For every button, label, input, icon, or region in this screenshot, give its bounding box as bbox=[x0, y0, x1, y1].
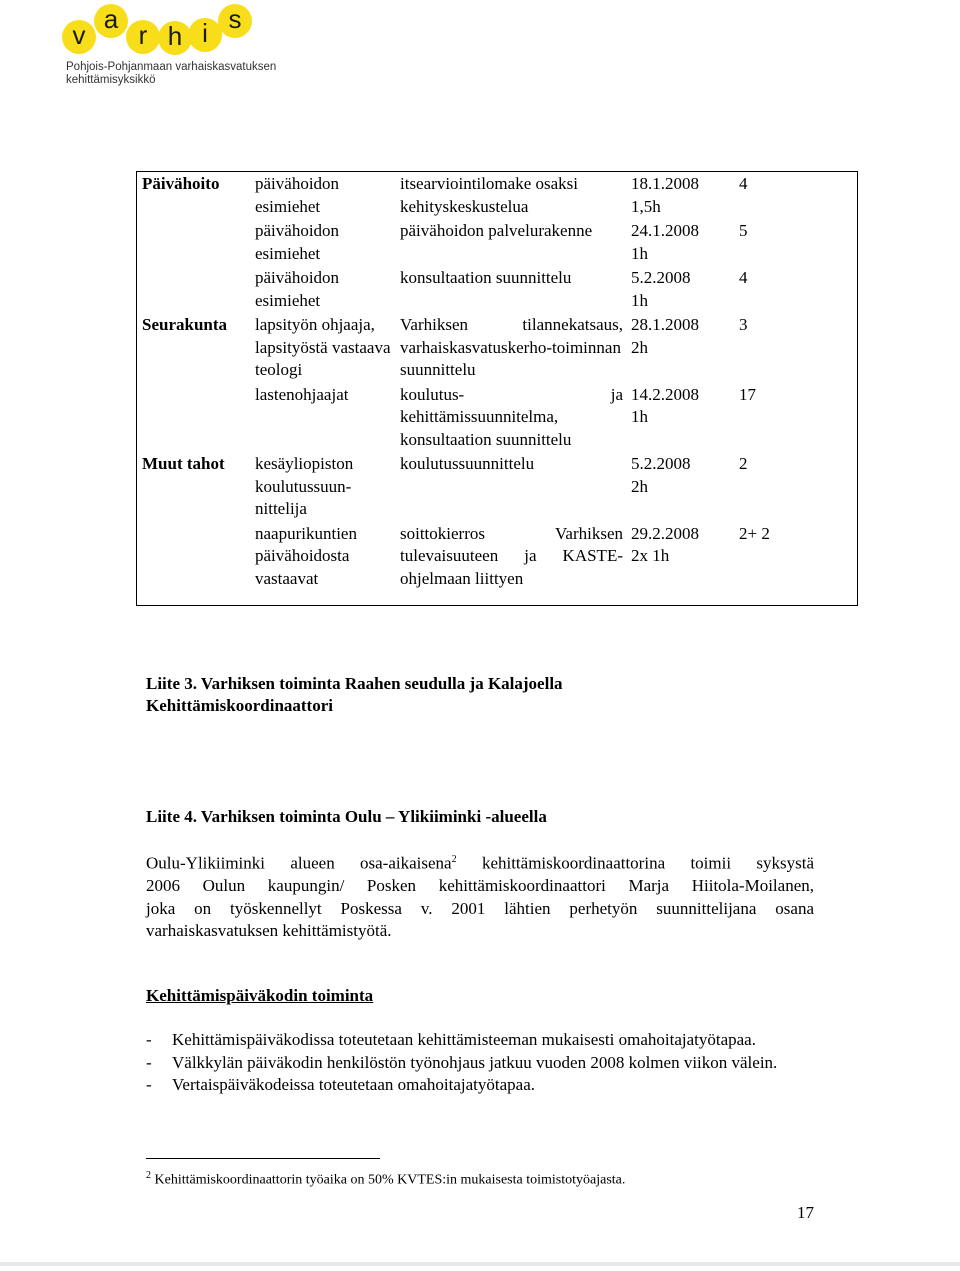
table-row bbox=[137, 522, 857, 592]
row-date: 24.1.2008 1h bbox=[631, 221, 699, 263]
table-row bbox=[137, 313, 857, 383]
paragraph-line: Oulu-Ylikiiminki alueen osa-aikaisena$^2$ kehittämiskoordinaattorina toimii syksystä bbox=[146, 853, 815, 873]
row-count: 17 bbox=[739, 384, 756, 404]
row-date: 29.2.2008 2x 1h bbox=[631, 523, 699, 565]
row-participants: päivähoidon esimiehet bbox=[255, 221, 340, 263]
paragraph-line: varhaiskasvatuksen kehittämistyötä. bbox=[146, 921, 392, 941]
row-date: 28.1.2008 2h bbox=[631, 315, 699, 357]
table-row bbox=[137, 266, 857, 313]
row-count: 2+ 2 bbox=[739, 523, 770, 543]
paragraph-line: 2006 Oulun kaupungin/ Posken kehittämiskoordinaattori Marja Hiitola-Moilanen, bbox=[146, 876, 814, 896]
table-row bbox=[137, 172, 857, 219]
liite4-heading: Liite 4. Varhiksen toiminta Oulu – Ylikiiminki -alueella bbox=[146, 807, 547, 826]
footnote-separator bbox=[146, 1158, 380, 1159]
table-row bbox=[137, 452, 857, 522]
kehittamis-heading: Kehittämispäiväkodin toiminta bbox=[146, 986, 374, 1005]
page-bottom-bar bbox=[0, 1262, 960, 1266]
row-topic: koulutussuunnittelu bbox=[400, 454, 535, 473]
liite3-subheading: Kehittämiskoordinaattori bbox=[146, 696, 333, 715]
kehittamis-list bbox=[146, 1029, 814, 1097]
row-group bbox=[137, 522, 254, 592]
row-count: 3 bbox=[739, 315, 748, 334]
logo-subtitle: Pohjois-Pohjanmaan varhaiskasvatuksen kehittämisyksikkö bbox=[66, 61, 277, 86]
row-topic: soittokierros Varhiksen tulevaisuuteen ja KASTE-ohjelmaan liittyen bbox=[400, 523, 623, 588]
list-item: - Välkkylän päiväkodin henkilöstön työnohjaus jatkuu vuoden 2008 kolmen viikon välein. bbox=[146, 1052, 778, 1072]
row-group bbox=[137, 383, 254, 453]
liite4-paragraph bbox=[146, 849, 814, 943]
row-group bbox=[137, 266, 254, 313]
liite3-heading: Liite 3. Varhiksen toiminta Raahen seudulla ja Kalajoella bbox=[146, 674, 563, 693]
varhis-logo bbox=[62, 4, 322, 84]
paragraph-line: joka on työskennellyt Poskessa v. 2001 lähtien perhetyön suunnittelijana osana bbox=[146, 898, 814, 918]
row-date: 14.2.2008 1h bbox=[631, 384, 699, 426]
logo-letter-s: s bbox=[218, 4, 252, 38]
row-count: 5 bbox=[739, 221, 748, 240]
logo-letter-a: a bbox=[94, 4, 128, 38]
row-topic: koulutus- ja kehittämissuunnitelma, konsultaation suunnittelu bbox=[400, 384, 623, 449]
list-item: - Vertaispäiväkodeissa toteutetaan omahoitajatyötapaa. bbox=[146, 1075, 536, 1094]
row-date: 5.2.2008 1h bbox=[631, 268, 691, 310]
list-item: - Kehittämispäiväkodissa toteutetaan kehittämisteeman mukaisesti omahoitajatyötapaa. bbox=[146, 1030, 756, 1049]
row-topic: konsultaation suunnittelu bbox=[400, 268, 572, 287]
table-row bbox=[137, 219, 857, 266]
row-group: Seurakunta bbox=[142, 315, 228, 334]
row-date: 18.1.2008 1,5h bbox=[631, 174, 699, 216]
row-participants: lapsityön ohjaaja, lapsityöstä vastaava teologi bbox=[255, 315, 391, 379]
row-topic: Varhiksen tilannekatsaus, varhaiskasvatuskerho-toiminnan suunnittelu bbox=[400, 315, 623, 379]
logo-letter-r: r bbox=[126, 20, 160, 54]
row-participants: kesäyliopiston koulutussuun-nittelija bbox=[255, 454, 354, 518]
meetings-table bbox=[137, 172, 857, 591]
row-topic: päivähoidon palvelurakenne bbox=[400, 221, 593, 240]
logo-letter-h: h bbox=[158, 21, 192, 55]
logo-letter-v: v bbox=[62, 20, 96, 54]
row-participants: lastenohjaajat bbox=[255, 384, 349, 404]
row-topic: itsearviointilomake osaksi kehityskeskustelua bbox=[400, 174, 578, 216]
row-participants: päivähoidon esimiehet bbox=[255, 268, 340, 310]
logo-letter-i: i bbox=[188, 18, 222, 52]
footnote-ref: 2 bbox=[451, 854, 457, 865]
row-participants: naapurikuntien päivähoidosta vastaavat bbox=[255, 523, 357, 588]
row-count: 4 bbox=[739, 174, 748, 193]
row-count: 4 bbox=[739, 268, 748, 287]
row-group: Muut tahot bbox=[142, 454, 225, 473]
row-group bbox=[137, 219, 254, 266]
page-number: 17 bbox=[797, 1203, 814, 1222]
row-participants: päivähoidon esimiehet bbox=[255, 174, 340, 216]
row-group: Päivähoito bbox=[142, 174, 220, 193]
row-count: 2 bbox=[739, 454, 748, 473]
footnote: $^2$ Kehittämiskoordinaattorin työaika on 50% KVTES:in mukaisesta toimistotyöajasta. bbox=[146, 1170, 626, 1188]
table-row bbox=[137, 383, 857, 453]
row-date: 5.2.2008 2h bbox=[631, 454, 691, 496]
